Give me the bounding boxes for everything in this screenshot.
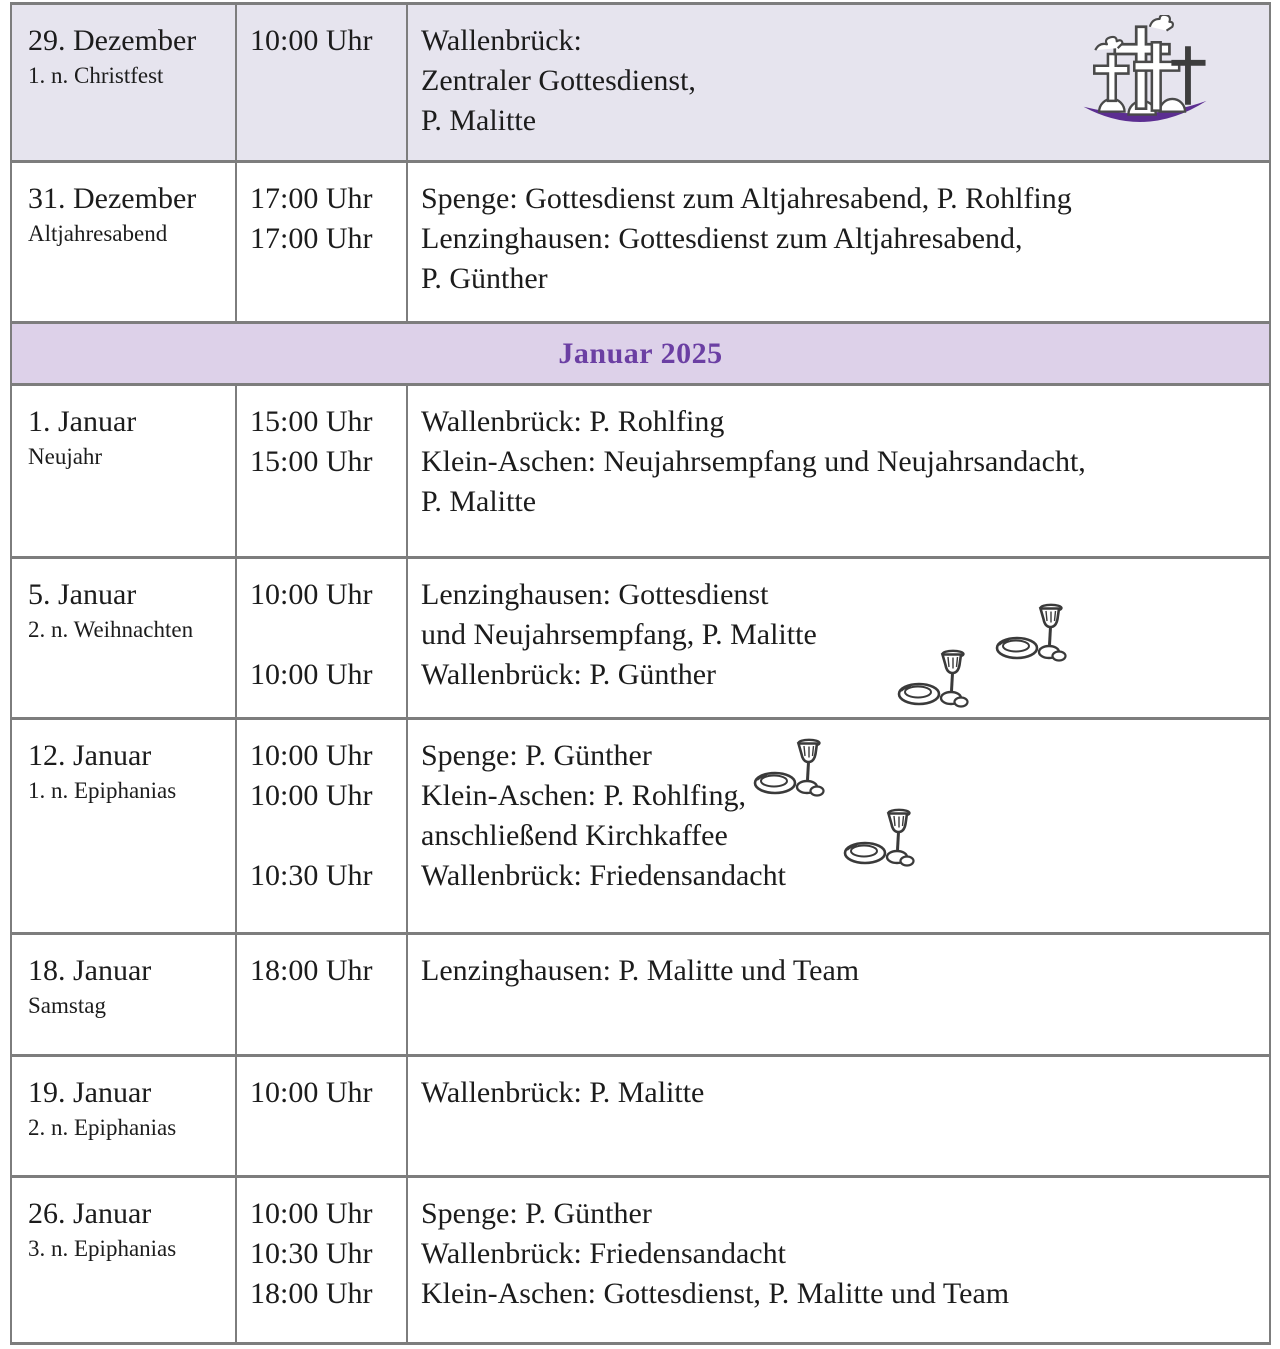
date-text: 29. Dezember (28, 24, 197, 57)
service-text: Lenzinghausen: P. Malitte und Team (421, 954, 860, 987)
service-text: Wallenbrück: Friedensandacht (421, 859, 786, 892)
table-row (12, 383, 1269, 556)
description-cell (408, 163, 1269, 321)
time-text: 10:00 Uhr (250, 24, 373, 57)
service-text: Wallenbrück: P. Günther (421, 658, 717, 691)
date-cell (12, 935, 237, 1054)
description-cell (408, 559, 1269, 717)
church-logo-icon (1077, 15, 1215, 137)
table-row (12, 5, 1269, 160)
date-cell (12, 5, 237, 160)
service-text (421, 816, 1259, 856)
month-header-label: Januar 2025 (558, 336, 723, 370)
service-text: P. Malitte (421, 104, 537, 137)
time-cell (237, 720, 408, 932)
description-cell (408, 720, 1269, 932)
description-cell (408, 1178, 1269, 1342)
table-row (12, 1175, 1269, 1342)
service-text: Lenzinghausen: Gottesdienst zum Altjahresabend, (421, 222, 1023, 255)
time-cell (237, 1057, 408, 1175)
liturgical-day-text: 1. n. Christfest (28, 63, 164, 88)
communion-chalice-icon (897, 647, 971, 713)
service-text (421, 736, 1259, 776)
time-text: 15:00 Uhr (250, 405, 373, 438)
table-row (12, 932, 1269, 1054)
service-text: Spenge: P. Günther (421, 739, 652, 772)
date-text: 19. Januar (28, 1076, 152, 1109)
date-cell (12, 1057, 237, 1175)
service-text: P. Malitte (421, 485, 537, 518)
time-cell (237, 559, 408, 717)
time-text: 17:00 Uhr (250, 222, 373, 255)
date-text: 26. Januar (28, 1197, 152, 1230)
time-text (250, 615, 396, 655)
service-text: und Neujahrsempfang, P. Malitte (421, 618, 817, 651)
description-cell (408, 5, 1269, 160)
time-text: 10:00 Uhr (250, 1197, 373, 1230)
date-cell (12, 559, 237, 717)
time-text (250, 816, 396, 856)
description-cell (408, 1057, 1269, 1175)
time-cell (237, 935, 408, 1054)
liturgical-day-text: 3. n. Epiphanias (28, 1236, 177, 1261)
liturgical-day-text: 2. n. Weihnachten (28, 617, 194, 642)
time-text: 15:00 Uhr (250, 445, 373, 478)
table-row (12, 556, 1269, 717)
liturgical-day-text: Altjahresabend (28, 221, 168, 246)
liturgical-day-text: Neujahr (28, 444, 103, 469)
time-text: 10:00 Uhr (250, 779, 373, 812)
description-cell (408, 386, 1269, 556)
service-text (421, 615, 1259, 655)
month-header-row (12, 321, 1269, 383)
service-text: Lenzinghausen: Gottesdienst (421, 578, 769, 611)
description-cell (408, 935, 1269, 1054)
date-cell (12, 720, 237, 932)
table-row (12, 717, 1269, 932)
liturgical-day-text: Samstag (28, 993, 106, 1018)
time-text: 10:00 Uhr (250, 1076, 373, 1109)
service-schedule-table (10, 2, 1271, 1345)
service-text: Wallenbrück: (421, 24, 582, 57)
time-text: 18:00 Uhr (250, 1277, 373, 1310)
service-text: Klein-Aschen: Neujahrsempfang und Neujahrsandacht, (421, 445, 1086, 478)
time-text: 10:00 Uhr (250, 658, 373, 691)
time-cell (237, 386, 408, 556)
table-row (12, 1054, 1269, 1175)
time-text: 10:30 Uhr (250, 1237, 373, 1270)
time-text: 18:00 Uhr (250, 954, 373, 987)
service-text: Wallenbrück: Friedensandacht (421, 1237, 786, 1270)
date-text: 12. Januar (28, 739, 152, 772)
service-text: Klein-Aschen: Gottesdienst, P. Malitte und Team (421, 1277, 1010, 1310)
service-text: Spenge: P. Günther (421, 1197, 652, 1230)
date-text: 5. Januar (28, 578, 137, 611)
liturgical-day-text: 1. n. Epiphanias (28, 778, 177, 803)
liturgical-day-text: 2. n. Epiphanias (28, 1115, 177, 1140)
service-text: anschließend Kirchkaffee (421, 819, 728, 852)
service-text: Zentraler Gottesdienst, (421, 64, 696, 97)
time-text: 10:30 Uhr (250, 859, 373, 892)
time-cell (237, 5, 408, 160)
service-text: Wallenbrück: P. Malitte (421, 1076, 705, 1109)
date-cell (12, 1178, 237, 1342)
date-cell (12, 386, 237, 556)
service-text: Wallenbrück: P. Rohlfing (421, 405, 725, 438)
time-cell (237, 1178, 408, 1342)
date-text: 1. Januar (28, 405, 137, 438)
table-row (12, 160, 1269, 321)
service-text: P. Günther (421, 262, 548, 295)
service-text: Klein-Aschen: P. Rohlfing, (421, 779, 746, 812)
time-text: 10:00 Uhr (250, 739, 373, 772)
date-text: 31. Dezember (28, 182, 197, 215)
service-text (421, 655, 1259, 695)
time-text: 10:00 Uhr (250, 578, 373, 611)
time-cell (237, 163, 408, 321)
date-text: 18. Januar (28, 954, 152, 987)
time-text: 17:00 Uhr (250, 182, 373, 215)
date-cell (12, 163, 237, 321)
service-text: Spenge: Gottesdienst zum Altjahresabend, P. Rohlfing (421, 182, 1072, 215)
